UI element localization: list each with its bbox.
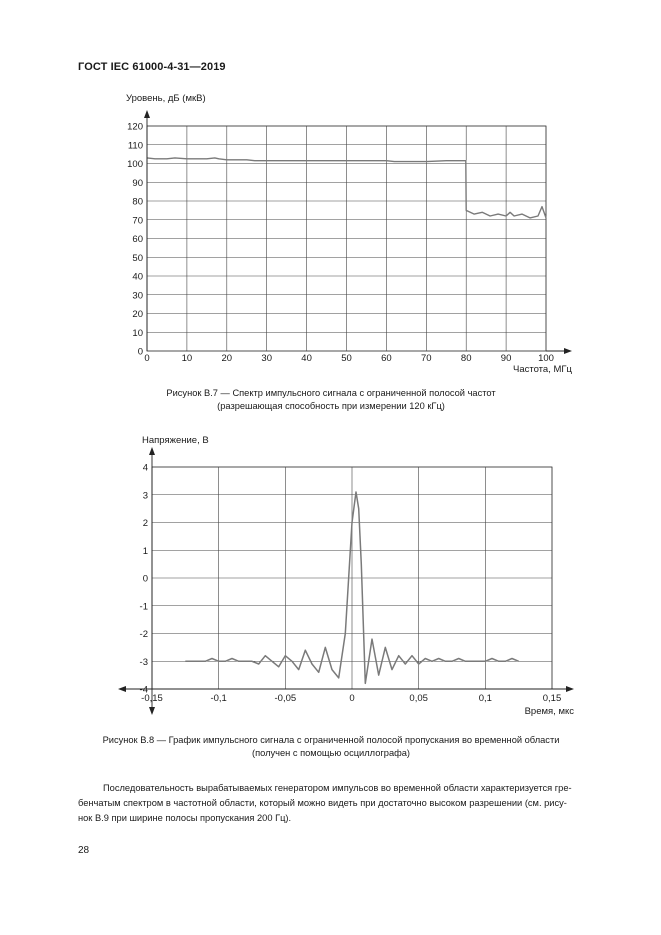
- x-tick-label: 70: [421, 353, 432, 364]
- y-tick-label: -2: [139, 629, 148, 640]
- paragraph-line1: Последовательность вырабатываемых генератором импульсов во временной области характеризуется гре-: [103, 783, 572, 793]
- y-tick-label: 90: [132, 177, 143, 189]
- figure-b7-spectrum-chart: [0, 0, 661, 390]
- figure-b8-time-domain-chart: [0, 425, 661, 725]
- y-tick-label: 100: [127, 159, 143, 170]
- body-paragraph: [78, 781, 615, 826]
- y-tick-label: 10: [132, 327, 143, 339]
- x-tick-label: 50: [341, 353, 352, 364]
- y-tick-label: 30: [132, 290, 143, 302]
- y-tick-label: 4: [142, 462, 148, 474]
- y-axis-arrowhead: [144, 110, 150, 118]
- y-tick-label: 20: [132, 309, 143, 320]
- x-tick-label: 10: [181, 353, 193, 364]
- y-tick-label: 70: [132, 215, 143, 227]
- y-axis-arrowhead-up: [149, 447, 155, 455]
- chart1-x-axis-label: Частота, МГц: [513, 364, 572, 375]
- chart1-y-axis-label: Уровень, дБ (мкВ): [126, 93, 206, 104]
- x-tick-label: 0,15: [542, 693, 562, 704]
- x-tick-label: 80: [460, 353, 472, 364]
- x-tick-label: 0,05: [409, 693, 428, 704]
- y-tick-label: 80: [132, 196, 143, 208]
- x-tick-label: 0: [144, 353, 150, 364]
- x-axis-arrowhead-left: [118, 686, 126, 692]
- x-tick-label: 90: [500, 353, 512, 364]
- x-tick-label: 20: [221, 353, 233, 364]
- figure-b8-caption-line1: Рисунок В.8 — График импульсного сигнала с ограниченной полосой пропускания во временной области: [102, 735, 560, 745]
- chart2-y-axis-label: Напряжение, В: [142, 435, 209, 446]
- y-tick-label: 1: [142, 545, 148, 557]
- x-tick-label: 40: [301, 353, 312, 364]
- paragraph-line2: бенчатым спектром в частотной области, который можно видеть при достаточно высоком разрешении (см. рису-: [78, 798, 567, 808]
- figure-b7-caption-line2: (разрешающая способность при измерении 120 кГц): [217, 401, 445, 411]
- x-tick-label: -0,1: [210, 693, 227, 704]
- y-tick-label: -3: [139, 656, 148, 668]
- paragraph-line3: нок В.9 при ширине полосы пропускания 200 Гц).: [78, 813, 292, 823]
- figure-b8-caption-line2: (получен с помощью осциллографа): [251, 748, 411, 758]
- x-tick-label: 30: [261, 353, 272, 364]
- figure-b7-caption-line1: Рисунок В.7 — Спектр импульсного сигнала с ограниченной полосой частот: [166, 388, 496, 398]
- x-tick-label: 100: [538, 353, 554, 364]
- y-tick-label: 0: [142, 573, 148, 585]
- page-number: 28: [78, 845, 90, 856]
- x-axis-arrowhead: [564, 348, 572, 354]
- y-tick-label: 2: [142, 518, 148, 529]
- y-tick-label: 60: [132, 234, 143, 245]
- y-axis-arrowhead-down: [149, 707, 155, 715]
- document-header: ГОСТ IEC 61000-4-31—2019: [78, 61, 226, 73]
- y-tick-label: 40: [132, 271, 143, 283]
- y-tick-label: 50: [132, 252, 143, 264]
- y-tick-label: 3: [142, 490, 148, 502]
- chart2-x-axis-label: Время, мкс: [524, 706, 574, 717]
- x-axis-arrowhead-right: [566, 686, 574, 692]
- x-tick-label: -0,05: [274, 693, 297, 704]
- y-tick-label: -1: [139, 601, 148, 613]
- y-tick-label: 0: [137, 346, 143, 358]
- x-tick-label: 60: [381, 353, 392, 364]
- y-tick-label: 120: [127, 121, 143, 133]
- x-tick-label: 0: [349, 693, 355, 704]
- x-tick-label: -0,15: [141, 693, 163, 704]
- x-tick-label: 0,1: [478, 693, 492, 704]
- y-tick-label: -4: [139, 684, 148, 696]
- y-tick-label: 110: [127, 140, 143, 152]
